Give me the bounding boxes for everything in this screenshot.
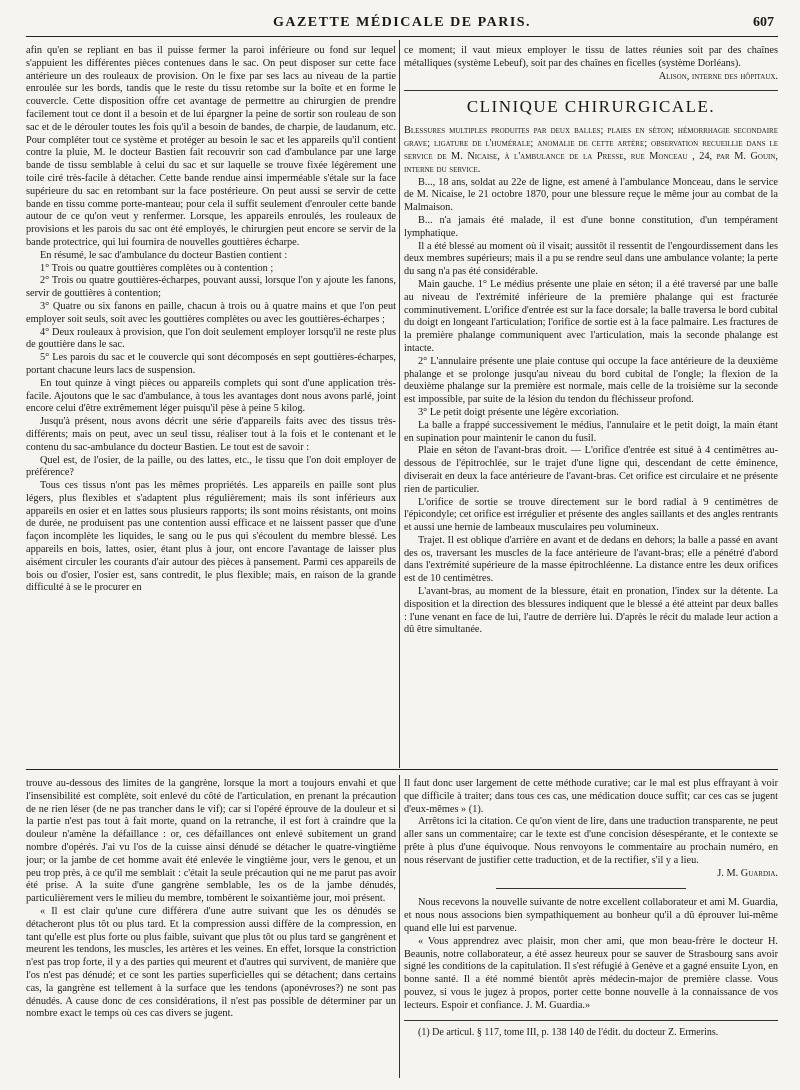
notice-divider — [496, 888, 686, 889]
paragraph: 2° L'annulaire présente une plaie contuse qui occupe la face antérieure de la deuxième phalange et se prolonge jusqu'au niveau du bord cubital de l'ongle; la flexion de la deuxième phalange sur la première est normale, mais celle de la troisième sur la seconde est impossible, par suite de la lésion du tendon du fléchisseur profond. — [404, 355, 778, 406]
case-summary: Blessures multiples produites par deux balles; plaies en séton; hémorrhagie secondaire grave; ligature de l'humérale; anomalie de cette artère; observation recueillie dans le service de M. Nicaise, à l'ambulance de la Presse, rue Monceau , 24, par M. Gouin, interne du service. — [404, 125, 778, 175]
column-divider-upper — [399, 40, 400, 768]
author-signature: Alison, interne des hôpitaux. — [658, 70, 778, 82]
paragraph: En résumé, le sac d'ambulance du docteur Bastien contient : — [40, 249, 288, 261]
footnote: (1) De articul. § 117, tome III, p. 138 140 de l'édit. du docteur Z. Ermerins. — [418, 1026, 719, 1038]
upper-right-column — [404, 45, 778, 763]
article-divider — [404, 90, 778, 91]
lower-left-column — [26, 778, 396, 1078]
page-number: 607 — [753, 15, 774, 30]
paragraph: Main gauche. 1° Le médius présente une plaie en séton; il a été traversé par une balle au niveau de l'extrémité inférieure de la première phalange qui est fracturée comminutivement. L'orifice d'entrée est sur la face dorsale; la balle traversa le bord cubital du doigt en longeant l'articulation; l'orifice de sortie est à la face palmaire. Les fractures de la première phalange communiquent avec l'articulation, mais la seconde phalange est intacte. — [404, 278, 778, 354]
paragraph: « Il est clair qu'une cure différera d'une autre suivant que les os dénudés se détacheront plus tôt ou plus tard. Et la compression aussi diffère de la compression, en tant qu'elle est plus forte ou plus faible, suivant que plus tôt ou plus tard se gangrènent et meurent les tendons, les muscles, les artères et les veines. En effet, lorsque la constriction n'est pas trop forte, il y a des parties qui meurent et d'autres qui survivent, de manière que l'os n'est pas dénudé; et ce sont les parties superficielles qui se détachent; dans certains cas, la gangrène est tellement à la surface que les tendons (aponévroses?) ne sont pas dénudés. A cause donc de ces considérations, il n'est pas possible de déterminer par un nombre exact le temps où ces cas divers se jugent. — [26, 905, 396, 1020]
paragraph: Plaie en séton de l'avant-bras droit. — L'orifice d'entrée est situé à 4 centimètres au-dessous de l'épitrochlée, sur le trajet d'une ligne qui, descendant de cette éminence, diviserait en deux la face antérieure de l'avant-bras. Cet orifice est circulaire et ne présente rien de particulier. — [404, 445, 778, 495]
list-item: 2° Trois ou quatre gouttières-écharpes, pouvant aussi, lorsque l'on y ajoute les fanons, servir de gouttières à contention; — [26, 275, 396, 300]
paragraph: B..., 18 ans, soldat au 22e de ligne, est amené à l'ambulance Monceau, dans le service de M. Nicaise, le 21 octobre 1870, pour une blessure reçue le même jour au combat de la Malmaison. — [404, 176, 778, 214]
paragraph: Jusqu'à présent, nous avons décrit une série d'appareils faits avec des tissus très-différents; mais on peut, avec un seul tissu, réaliser tout à la fois et le contenant et le contenu du sac-ambulance du docteur Bastien. Le tout est de savoir : — [26, 416, 396, 453]
column-divider-lower — [399, 775, 400, 1078]
paragraph: En tout quinze à vingt pièces ou appareils complets qui sont d'une application très-facile. Ajoutons que le sac d'ambulance, à tous les avantages dont nous avons parlé, joint encore celui d'être extrêmement léger puisqu'il pèse à peine 5 kilog. — [26, 377, 396, 415]
paragraph: L'orifice de sortie se trouve directement sur le bord radial à 9 centimètres de l'épicondyle; cet orifice est irrégulier et présente des angles saillants et des angles rentrants et aussi une hernie de lambeaux musculaires peu volumineux. — [404, 496, 778, 534]
list-item: 1° Trois ou quatre gouttières complètes ou à contention ; — [40, 262, 274, 274]
section-divider — [26, 769, 778, 770]
list-item: 5° Les parois du sac et le couvercle qui sont décomposés en sept gouttières-écharpes, portant chacune leurs lacs de suspension. — [26, 352, 396, 376]
paragraph: L'avant-bras, au moment de la blessure, était en pronation, l'index sur la détente. La disposition et la direction des blessures indiquent que le blessé a été atteint par deux balles : l'une venant en face de lui, l'autre de derrière lui. D'après le récit du malade leur action a dû être simultanée. — [404, 586, 778, 636]
notice-paragraph: « Vous apprendrez avec plaisir, mon cher ami, que mon beau-frère le docteur H. Beaunis, notre collaborateur, a été assez heureux pour se sauver de Strasbourg sans avoir signé les conditions de la capitulation. Il s'est réfugié à Genève et a gagné ensuite Lyon, en bonne santé. Il a été nommé bientôt après médecin-major de première classe. Vous pouvez, si vous le jugez à propos, porter cette bonne nouvelle à la connaissance de vos lecteurs. Espoir et confiance. J. M. Guardia.» — [404, 935, 778, 1011]
author-signature: J. M. Guardia. — [717, 867, 778, 879]
upper-left-column — [26, 45, 396, 763]
continuation-paragraph: ce moment; il vaut mieux employer le tissu de lattes réunies soit par des chaînes métalliques (système Lebeuf), soit par des chaînes en ficelles (système Dorléans). — [404, 45, 778, 69]
paragraph: Tous ces tissus n'ont pas les mêmes propriétés. Les appareils en paille sont plus légers, plus flexibles et s'adaptent plus régulièrement; mais ils sont inférieurs aux appareils en osier et en lattes sous plusieurs rapports; ils sont moins résistants, ont moins de durée, ne produisent pas une contention aussi efficace et ne laissent passer que d'une façon incomplète les liquides, le sang ou le pus qui s'écoulent du membre blessé. Les appareils en bois, lattes, osier, étant plus à jour, ont encore l'avantage de laisser plus aisément circuler les courants d'air autour des pièces à pansement. Parmi ces appareils de bois ou d'osier, l'osier est, sans contredit, le plus flexible; mais, en raison de la grande difficulté à se le procurer en — [26, 480, 396, 594]
paragraph: 3° Le petit doigt présente une légère excoriation. — [418, 406, 619, 418]
journal-title: GAZETTE MÉDICALE DE PARIS. — [272, 15, 532, 30]
page-header — [26, 12, 778, 37]
paragraph: Il faut donc user largement de cette méthode curative; car le mal est plus effrayant à voir que difficile à traiter; dans tous ces cas, une médication douce suffit; car ces cas se jugent d'eux-mêmes » (1). — [404, 778, 778, 815]
paragraph: La balle a frappé successivement le médius, l'annulaire et le petit doigt, la main étant en supination pour maintenir le canon du fusil. — [404, 419, 778, 444]
paragraph: Il a été blessé au moment où il visait; aussitôt il ressentit de l'engourdissement dans les deux membres supérieurs; mais il a pu se rendre seul dans une ambulance volante; la perte du sang n'a pas été considérable. — [404, 240, 778, 278]
paragraph: trouve au-dessous des limites de la gangrène, lorsque la mort a toujours envahi et que l'insensibilité est complète, soit enlevé du côté de l'articulation, en prenant la précaution de ne rien léser (de ne pas trancher dans le vif); car si l'opéré éprouve de la douleur et si la partie n'est pas tout à fait morte, quand on la retranche, il est fort à craindre que la douleur n'amène la défaillance : or, ces défaillances ont enlevé subitement un grand nombre d'opérés. J'ai vu l'os de la cuisse ainsi dénudé se détacher le quatre-vingtième jour; or la jambe de cet homme avait été enlevée le vingtième jour, vers le genou, et un peu trop près, à ce qu'il me semblait : c'était la seule précaution qui ne me parut pas avoir été prise. A la suite d'une gangrène semblable, les os de la jambe dénudés, particulièrement vers le milieu du membre, tombèrent le soixantième jour, moi présent. — [26, 778, 396, 905]
paragraph: Quel est, de l'osier, de la paille, ou des lattes, etc., le tissu que l'on doit employer de préférence? — [26, 454, 396, 479]
section-title: CLINIQUE CHIRURGICALE. — [466, 97, 716, 117]
list-item: 4° Deux rouleaux à provision, que l'on doit seulement employer lorsqu'il ne reste plus de gouttière dans le sac. — [26, 326, 396, 351]
paragraph: afin qu'en se repliant en bas il puisse fermer la paroi inférieure ou fond sur lequel s'appuient les différentes pièces contenues dans le sac. On peut disposer sur cette face antérieure un des rouleaux de provision. On le fixe par ses lacs au niveau de la partie enroulée sur les bords, tandis que le reste du tissu retombe sur la boîte et en forme le couvercle. Cette disposition offre cet avantage de permettre au chirurgien de prendre facilement tout ce dont il a besoin et de lui épargner la peine de sortir son rouleau de son sac et de le dérouler toutes les fois qu'il a besoin de bandes, de charpie, de laudanum, etc. Pour compléter tout ce système et protéger au besoin le sac et les appareils qu'il contient contre la pluie, M. le docteur Bastien fait recouvrir son cad d'ambulance par une large bande de tissu semblable à celui du sac et sur laquelle se trouve fixée légèrement une toile ciré très-facile à détacher. Cette bande rendue ainsi imperméable s'étale sur la face supérieure du sac en retombant sur la face postérieure. On peut aussi se servir de cette bande en tissu comme porte-manteau; pour cela il suffit seulement d'enrouler cette bande autour de ce qu'on veut y renfermer. Lorsque, les appareils enroulés, les rouleaux de provisions et les parois du sac ont été employés, le chirurgien peut encore se servir de la bande protectrice, qui lui fournira de nouvelles gouttières écharpe. — [26, 45, 396, 248]
paragraph: Trajet. Il est oblique d'arrière en avant et de dedans en dehors; la balle a passé en avant des os, traversant les muscles de la face antérieure de l'avant-bras; elle a pénétré d'abord dans l'extrémité supérieure de la masse épitrochléenne. La distance entre les deux orifices est de 10 centimètres. — [404, 534, 778, 585]
footnote-divider — [404, 1020, 778, 1021]
lower-right-column — [404, 778, 778, 1078]
list-item: 3° Quatre ou six fanons en paille, chacun à trois ou à quatre mains et que l'on peut employer soit seuls, soit avec les gouttières complètes ou avec les gouttières-écharpes ; — [26, 300, 396, 325]
paragraph: B... n'a jamais été malade, il est d'une bonne constitution, d'un tempérament lymphatique. — [404, 214, 778, 239]
paragraph: Arrêtons ici la citation. Ce qu'on vient de lire, dans une traduction transparente, ne peut aller sans un commentaire; car le texte est d'une concision désespérante, et le contexte se prête à plus d'une équivoque. Nous renvoyons le commentaire au prochain numéro, en nous réservant de justifier cette traduction, et de la rectifier, s'il y a lieu. — [404, 816, 778, 866]
notice-paragraph: Nous recevons la nouvelle suivante de notre excellent collaborateur et ami M. Guardia, et nous nous associons bien sympathiquement au bonheur qu'il a dû éprouver lui-même quand elle lui est parvenue. — [404, 897, 778, 934]
